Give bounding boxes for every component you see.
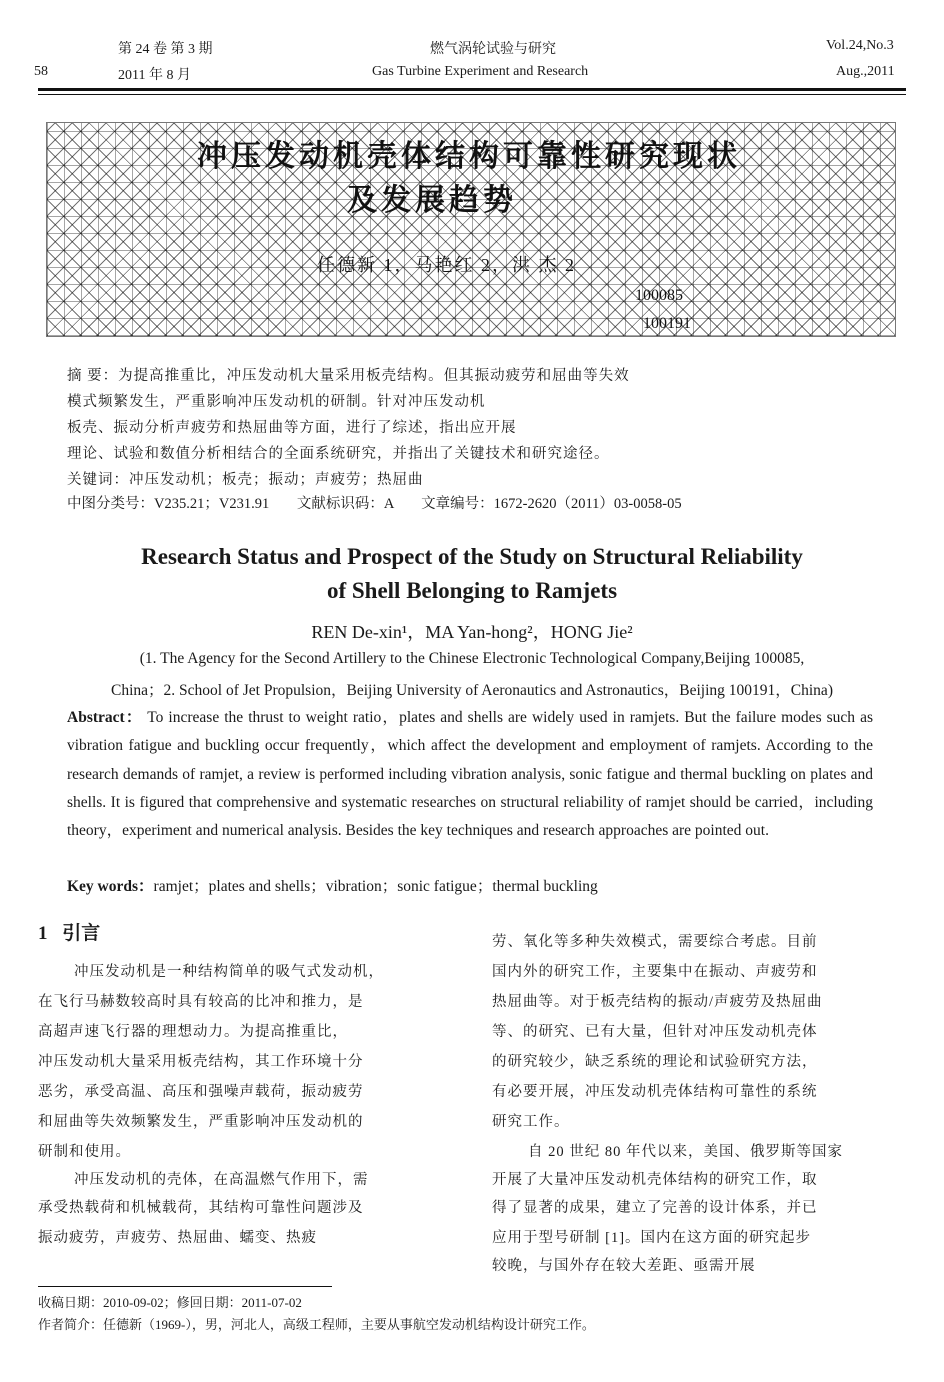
abstract-cn-line-3: 板壳、振动分析声疲劳和热屈曲等方面，进行了综述，指出应开展 bbox=[67, 420, 517, 436]
header-date-en: Aug.,2011 bbox=[836, 64, 895, 79]
doc-code-label: 文献标识码 bbox=[296, 496, 370, 512]
left-col-line-8: 冲压发动机的壳体，在高温燃气作用下，需 bbox=[74, 1172, 369, 1188]
header-volume: Vol.24,No.3 bbox=[826, 38, 894, 53]
left-col-line-6: 和屈曲等失效频繁发生，严重影响冲压发动机的 bbox=[38, 1114, 364, 1130]
clc-value: ：V235.21；V231.91 bbox=[139, 496, 270, 512]
right-col-line-7: 研究工作。 bbox=[492, 1114, 570, 1130]
header-date: 2011 年 8 月 bbox=[118, 68, 191, 83]
title-cn-line2: 及发展趋势 bbox=[347, 184, 517, 217]
left-col-line-4: 冲压发动机大量采用板壳结构，其工作环境十分 bbox=[38, 1054, 364, 1070]
abstract-cn-line-1: 摘 要：为提高推重比，冲压发动机大量采用板壳结构。但其振动疲劳和屈曲等失效 bbox=[67, 368, 630, 384]
right-col-line-9: 开展了大量冲压发动机壳体结构的研究工作，取 bbox=[492, 1172, 818, 1188]
authors-en: REN De-xin¹，MA Yan-hong²，HONG Jie² bbox=[311, 622, 633, 642]
title-en-line2: of Shell Belonging to Ramjets bbox=[326, 578, 618, 603]
title-cn-line1: 冲压发动机壳体结构可靠性研究现状 bbox=[197, 140, 741, 173]
left-col-line-10: 振动疲劳，声疲劳、热屈曲、蠕变、热疲 bbox=[38, 1230, 317, 1246]
left-col-line-5: 恶劣，承受高温、高压和强噪声载荷，振动疲劳 bbox=[38, 1084, 364, 1100]
section-1-heading bbox=[38, 918, 100, 945]
journal-title-cn: 燃气涡轮试验与研究 bbox=[430, 42, 556, 57]
right-col-line-3: 热屈曲等。对于板壳结构的振动/声疲劳及热屈曲 bbox=[492, 994, 823, 1010]
header-issue: 第 24 卷 第 3 期 bbox=[118, 42, 213, 57]
abstract-en-text: To increase the thrust to weight ratio，plates and shells are widely used in ramjets. But the failure modes such as vibration fatigue and buckling occur frequently，which affect the development and employment of ramjets. According to the research demands of ramjet, a review is performed including vibration analysis, sonic fatigue and thermal buckling on plates and shells. It is figured that comprehensive and systematic researches on structural reliability of ramjet should be carried，including theory，experiment and numerical analysis. Besides the key techniques and research approaches are pointed out. bbox=[67, 709, 873, 840]
footnote-dates: 收稿日期：2010-09-02；修回日期：2011-07-02 bbox=[38, 1295, 302, 1310]
journal-title-en: Gas Turbine Experiment and Research bbox=[372, 64, 589, 79]
affiliation-1-postcode: 100085 bbox=[635, 287, 683, 304]
abstract-cn-line-4: 理论、试验和数值分析相结合的全面系统研究，并指出了关键技术和研究途径。 bbox=[67, 446, 610, 462]
right-col-line-4: 等、的研究、已有大量，但针对冲压发动机壳体 bbox=[492, 1024, 818, 1040]
right-col-line-12: 较晚，与国外存在较大差距、亟需开展 bbox=[492, 1258, 756, 1274]
abstract-en bbox=[67, 704, 873, 845]
article-id-value: ：1672-2620（2011）03-0058-05 bbox=[479, 496, 682, 512]
title-en-line1: Research Status and Prospect of the Study on Structural Reliability bbox=[141, 544, 803, 569]
section-1-title: 引言 bbox=[62, 923, 101, 944]
right-col-line-5: 的研究较少，缺乏系统的理论和试验研究方法， bbox=[492, 1054, 818, 1070]
header-rule-thick bbox=[38, 88, 906, 91]
right-col-line-2: 国内外的研究工作，主要集中在振动、声疲劳和 bbox=[492, 964, 818, 980]
article-id-label: 文章编号 bbox=[421, 496, 480, 512]
authors-cn: 任德新 1，马艳红 2，洪 杰 2 bbox=[317, 255, 576, 275]
header-rule-thin bbox=[38, 94, 906, 95]
footnote-author-bio: 作者简介：任德新（1969-），男，河北人，高级工程师，主要从事航空发动机结构设计研究工作。 bbox=[38, 1317, 595, 1332]
clc-label: 中图分类号 bbox=[67, 496, 140, 512]
right-col-line-10: 得了显著的成果，建立了完善的设计体系，并已 bbox=[492, 1200, 818, 1216]
abstract-cn-line-2: 模式频繁发生，严重影响冲压发动机的研制。针对冲压发动机 bbox=[67, 394, 486, 410]
affiliation-en-line2: China；2. School of Jet Propulsion，Beijing University of Aeronautics and Astronautics，Beijing 100191，China) bbox=[111, 682, 833, 699]
title-block bbox=[46, 122, 896, 337]
section-1-number: 1 bbox=[38, 923, 48, 944]
affiliation-en-line1: (1. The Agency for the Second Artillery to the Chinese Electronic Technological Company,Beijing 100085, bbox=[139, 650, 805, 667]
keywords-en bbox=[67, 874, 598, 896]
left-col-line-2: 在飞行马赫数较高时具有较高的比冲和推力，是 bbox=[38, 994, 364, 1010]
left-col-line-7: 研制和使用。 bbox=[38, 1144, 131, 1160]
classification-line bbox=[67, 492, 682, 513]
keywords-cn: 关键词：冲压发动机；板壳；振动；声疲劳；热屈曲 bbox=[67, 472, 424, 488]
keywords-en-label: Key words： bbox=[67, 878, 154, 895]
keywords-en-text: ramjet；plates and shells；vibration；sonic fatigue；thermal buckling bbox=[153, 878, 598, 895]
right-col-line-11: 应用于型号研制 [1]。国内在这方面的研究起步 bbox=[492, 1230, 812, 1246]
abstract-en-label: Abstract： bbox=[67, 709, 143, 726]
left-col-line-9: 承受热载荷和机械载荷，其结构可靠性问题涉及 bbox=[38, 1200, 364, 1216]
footnote-rule bbox=[38, 1286, 332, 1287]
doc-code-value: ：A bbox=[369, 496, 394, 512]
right-col-line-1: 劳、氧化等多种失效模式，需要综合考虑。目前 bbox=[492, 934, 818, 950]
right-col-line-8: 自 20 世纪 80 年代以来，美国、俄罗斯等国家 bbox=[528, 1144, 843, 1160]
affiliation-2-postcode: 100191 bbox=[643, 315, 691, 332]
left-col-line-1: 冲压发动机是一种结构简单的吸气式发动机， bbox=[74, 964, 384, 980]
left-col-line-3: 高超声速飞行器的理想动力。为提高推重比， bbox=[38, 1024, 348, 1040]
page-number: 58 bbox=[34, 64, 48, 79]
right-col-line-6: 有必要开展，冲压发动机壳体结构可靠性的系统 bbox=[492, 1084, 818, 1100]
